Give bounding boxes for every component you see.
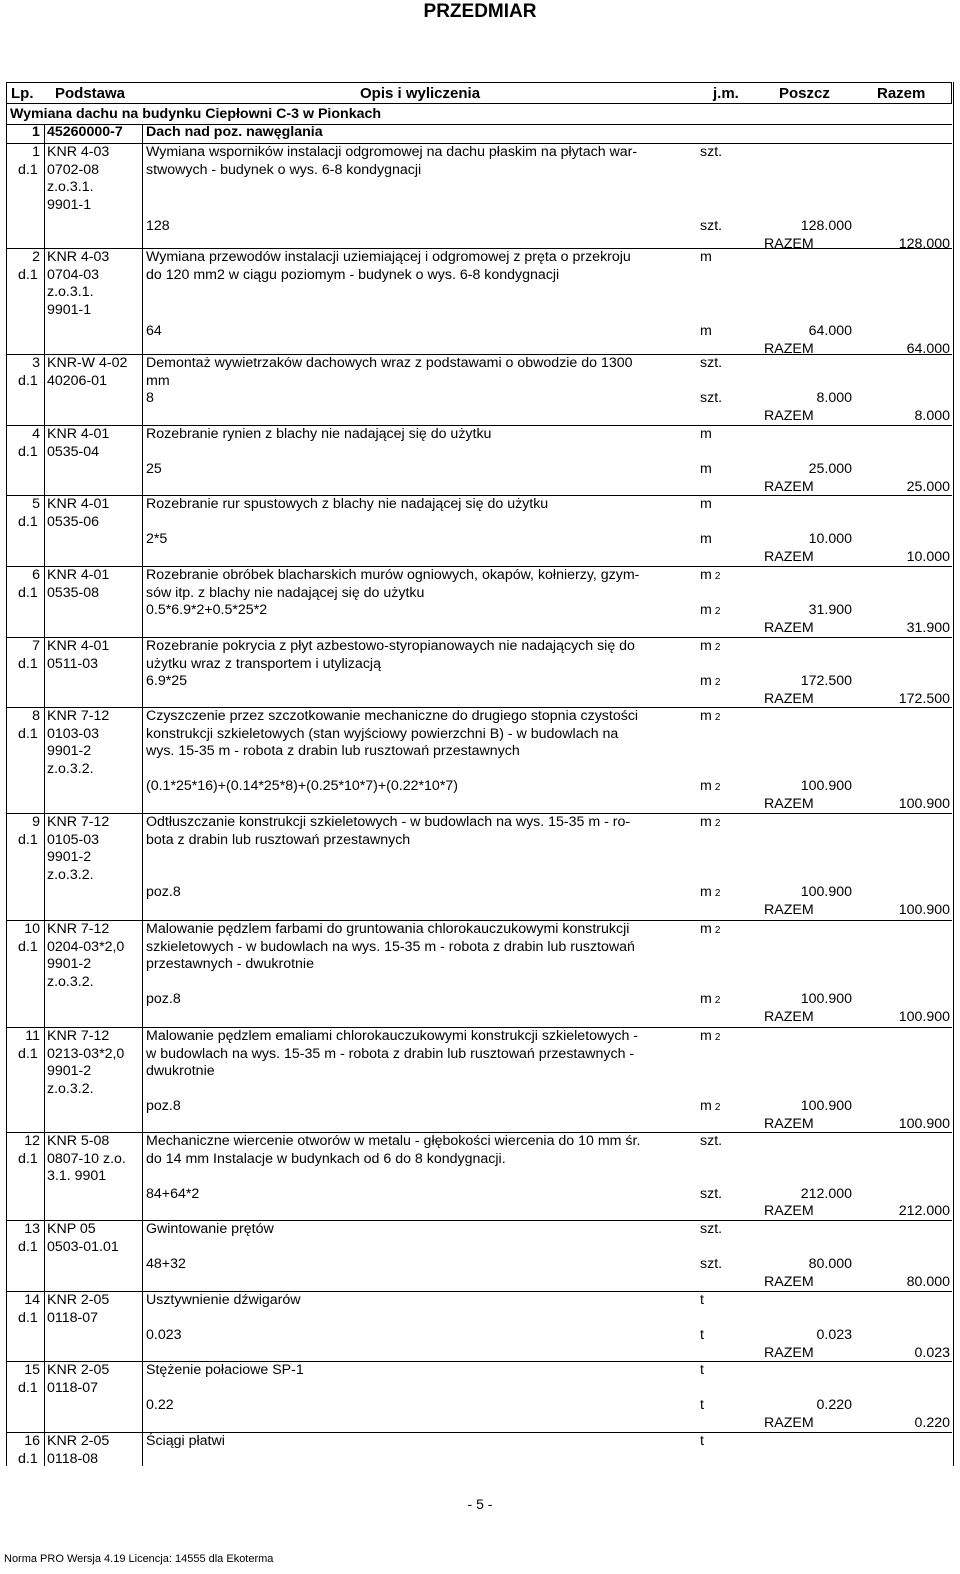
row-lp: 14 — [24, 1292, 40, 1308]
row-base-code: 0118-08 — [47, 1450, 99, 1467]
row-razem-value: 212.000 — [898, 1203, 950, 1220]
row-calculation: poz.8 — [146, 884, 181, 901]
row-base-code: 0702-08 — [47, 161, 100, 178]
header-poszcz: Poszcz — [779, 85, 830, 102]
row-calc-unit: t — [700, 1397, 704, 1414]
row-base-code: 0503-01.01 — [47, 1238, 119, 1255]
row-razem-value: 0.220 — [914, 1414, 950, 1431]
row-poszcz-value: 100.900 — [800, 884, 852, 901]
row-base-code: KNR 4-01 — [47, 426, 110, 442]
row-razem-label: RAZEM — [764, 236, 814, 252]
row-base-code: 0204-03*2,0 — [47, 938, 125, 955]
row-calculation: 84+64*2 — [146, 1185, 200, 1202]
row-calculation: poz.8 — [146, 991, 181, 1008]
row-description: Usztywnienie dźwigarów — [146, 1292, 301, 1308]
row-base-code: 0213-03*2,0 — [47, 1045, 125, 1062]
row-description: Czyszczenie przez szczotkowanie mechaniczne do drugiego stopnia czystości — [146, 708, 639, 724]
row-unit: t — [700, 1292, 704, 1308]
unit-superscript: 2 — [714, 925, 721, 936]
row-calc-unit: t — [700, 1327, 704, 1344]
row-calculation: poz.8 — [146, 1098, 181, 1115]
row-razem-value: 0.023 — [914, 1344, 950, 1361]
row-razem-label: RAZEM — [764, 407, 814, 424]
row-calc-unit: szt. — [700, 218, 723, 235]
row-base-code: KNR 4-01 — [47, 567, 110, 583]
row-description: Wymiana przewodów instalacji uziemiającej i odgromowej z pręta o przekroju — [146, 249, 631, 265]
row-lp: 9 — [32, 814, 40, 830]
unit-superscript: 2 — [714, 642, 721, 653]
row-razem-value: 31.900 — [906, 619, 950, 636]
row-poszcz-value: 80.000 — [808, 1256, 852, 1273]
unit-superscript: 2 — [714, 782, 721, 794]
row-unit: t — [700, 1362, 704, 1378]
row-base-code: KNR 7-12 — [47, 921, 110, 937]
row-base-code: KNR 4-01 — [47, 496, 110, 512]
row-razem-value: 25.000 — [906, 478, 950, 495]
row-razem-label: RAZEM — [764, 690, 814, 707]
row-lp-sub: d.1 — [18, 1045, 38, 1062]
row-calc-unit: m 2 — [700, 602, 721, 619]
unit-superscript: 2 — [714, 1102, 721, 1114]
row-lp: 4 — [32, 426, 40, 442]
row-razem-value: 172.500 — [898, 690, 950, 707]
row-razem-label: RAZEM — [764, 1009, 814, 1025]
row-lp-sub: d.1 — [18, 938, 38, 955]
row-razem-label: RAZEM — [764, 478, 814, 495]
row-razem-label: RAZEM — [764, 796, 814, 812]
row-base-code: 40206-01 — [47, 372, 107, 389]
column-divider — [44, 124, 45, 1466]
row-razem-value: 80.000 — [906, 1273, 950, 1290]
row-description: wys. 15-35 m - robota z drabin lub rusztowań przestawnych — [146, 743, 520, 760]
row-base-code: KNR 7-12 — [47, 1028, 110, 1044]
row-base-code: 9901-2 — [47, 1063, 92, 1080]
row-description: mm — [146, 372, 170, 389]
row-base-code: KNR 2-05 — [47, 1433, 110, 1449]
row-description: Rozebranie rynien z blachy nie nadającej się do użytku — [146, 426, 492, 442]
row-calculation: 2*5 — [146, 531, 168, 548]
row-poszcz-value: 25.000 — [808, 461, 852, 478]
row-description: Stężenie połaciowe SP-1 — [146, 1362, 304, 1378]
row-calculation: 0.5*6.9*2+0.5*25*2 — [146, 602, 268, 619]
row-description: dwukrotnie — [146, 1063, 215, 1080]
row-base-code: 9901-1 — [47, 196, 92, 213]
row-description: bota z drabin lub rusztowań przestawnych — [146, 831, 411, 848]
row-description: konstrukcji szkieletowych (stan wyjściowy powierzchni B) - w budowlach na — [146, 725, 619, 742]
row-lp: 8 — [32, 708, 40, 724]
row-poszcz-value: 100.900 — [800, 991, 852, 1008]
row-base-code: 0511-03 — [47, 655, 99, 672]
row-description: do 14 mm Instalacje w budynkach od 6 do 8 kondygnacji. — [146, 1150, 506, 1167]
row-razem-label: RAZEM — [764, 1344, 814, 1361]
row-lp-sub: d.1 — [18, 372, 38, 389]
header-opis: Opis i wyliczenia — [360, 85, 481, 102]
row-razem-label: RAZEM — [764, 1116, 814, 1132]
header-lp: Lp. — [11, 85, 34, 102]
row-poszcz-value: 8.000 — [816, 390, 852, 407]
row-description: do 120 mm2 w ciągu poziomym - budynek o wys. 6-8 kondygnacji — [146, 266, 560, 283]
row-base-code: 9901-2 — [47, 956, 92, 973]
row-unit: m 2 — [700, 921, 721, 937]
row-lp-sub: d.1 — [18, 831, 38, 848]
row-poszcz-value: 31.900 — [808, 602, 852, 619]
row-base-code: z.o.3.1. — [47, 284, 94, 301]
row-base-code: 0105-03 — [47, 831, 100, 848]
row-unit: m — [700, 496, 712, 512]
subsection-name: Dach nad poz. nawęglania — [146, 124, 323, 140]
row-lp-sub: d.1 — [18, 1309, 38, 1326]
row-base-code: KNR 4-03 — [47, 144, 110, 160]
row-unit: m 2 — [700, 567, 721, 583]
row-calc-unit: m 2 — [700, 673, 721, 690]
row-lp: 7 — [32, 638, 40, 654]
row-unit: szt. — [700, 144, 723, 160]
row-description: Odtłuszczanie konstrukcji szkieletowych - w budowlach na wys. 15-35 m - ro- — [146, 814, 631, 830]
unit-superscript: 2 — [714, 818, 721, 829]
row-base-code: z.o.3.2. — [47, 760, 94, 777]
row-description: Wymiana wsporników instalacji odgromowej na dachu płaskim na płytach war- — [146, 144, 638, 160]
row-calc-unit: m 2 — [700, 778, 721, 795]
unit-superscript: 2 — [714, 677, 721, 689]
row-lp: 1 — [32, 144, 40, 160]
row-base-code: KNR 2-05 — [47, 1362, 110, 1378]
row-description: Gwintowanie prętów — [146, 1221, 274, 1237]
row-lp-sub: d.1 — [18, 266, 38, 283]
row-calc-unit: m — [700, 323, 712, 340]
row-description: w budowlach na wys. 15-35 m - robota z drabin lub rusztowań przestawnych - — [146, 1045, 635, 1062]
row-razem-label: RAZEM — [764, 1273, 814, 1290]
row-unit: m — [700, 249, 712, 265]
row-unit: szt. — [700, 1133, 723, 1149]
row-calc-unit: m — [700, 531, 712, 548]
unit-superscript: 2 — [714, 888, 721, 900]
row-lp: 6 — [32, 567, 40, 583]
row-calc-unit: m — [700, 461, 712, 478]
row-calc-unit: szt. — [700, 1185, 723, 1202]
row-description: Rozebranie pokrycia z płyt azbestowo-styropianowaych nie nadających się do — [146, 638, 635, 654]
row-razem-label: RAZEM — [764, 1203, 814, 1220]
row-unit: t — [700, 1433, 704, 1449]
row-base-code: KNR 4-03 — [47, 249, 110, 265]
row-base-code: 0118-07 — [47, 1379, 99, 1396]
row-base-code: KNR 5-08 — [47, 1133, 110, 1149]
row-lp: 2 — [32, 249, 40, 265]
page-number: - 5 - — [467, 1496, 493, 1512]
row-calculation: 0.023 — [146, 1327, 182, 1344]
row-lp: 5 — [32, 496, 40, 512]
row-base-code: KNR 2-05 — [47, 1292, 110, 1308]
row-base-code: KNR 7-12 — [47, 814, 110, 830]
row-unit: m 2 — [700, 708, 721, 724]
row-razem-value: 100.900 — [898, 1116, 950, 1132]
row-poszcz-value: 128.000 — [800, 218, 852, 235]
row-poszcz-value: 64.000 — [808, 323, 852, 340]
row-razem-value: 8.000 — [914, 407, 950, 424]
row-lp-sub: d.1 — [18, 584, 38, 601]
row-calc-unit: m 2 — [700, 1098, 721, 1115]
row-base-code: z.o.3.2. — [47, 866, 94, 883]
row-description: Mechaniczne wiercenie otworów w metalu - głębokości wiercenia do 10 mm śr. — [146, 1133, 641, 1149]
row-base-code: 0535-06 — [47, 513, 100, 530]
subsection-lp: 1 — [32, 124, 40, 140]
row-base-code: 9901-2 — [47, 743, 92, 760]
unit-superscript: 2 — [714, 995, 721, 1007]
row-lp-sub: d.1 — [18, 1238, 38, 1255]
row-description: Rozebranie obróbek blacharskich murów ogniowych, okapów, kołnierzy, gzym- — [146, 567, 640, 583]
row-razem-value: 100.900 — [898, 902, 950, 918]
row-description: użytku wraz z transportem i utylizacją — [146, 655, 381, 672]
row-razem-value: 64.000 — [906, 341, 950, 357]
table-header — [6, 82, 952, 104]
row-description: sów itp. z blachy nie nadającej się do użytku — [146, 584, 425, 601]
row-poszcz-value: 10.000 — [808, 531, 852, 548]
row-lp-sub: d.1 — [18, 161, 38, 178]
row-lp-sub: d.1 — [18, 443, 38, 460]
row-lp-sub: d.1 — [18, 513, 38, 530]
unit-superscript: 2 — [714, 571, 721, 582]
row-razem-label: RAZEM — [764, 1414, 814, 1431]
row-lp-sub: d.1 — [18, 655, 38, 672]
row-poszcz-value: 212.000 — [800, 1185, 852, 1202]
row-unit: m 2 — [700, 1028, 721, 1044]
column-divider — [142, 124, 143, 1466]
subsection-code: 45260000-7 — [47, 124, 123, 140]
row-razem-label: RAZEM — [764, 619, 814, 636]
row-base-code: 9901-1 — [47, 301, 92, 318]
row-poszcz-value: 100.900 — [800, 778, 852, 795]
header-podstawa: Podstawa — [55, 85, 126, 102]
row-calc-unit: szt. — [700, 390, 723, 407]
header-razem: Razem — [877, 85, 926, 102]
row-lp: 15 — [24, 1362, 40, 1378]
row-razem-label: RAZEM — [764, 341, 814, 357]
row-base-code: KNR 7-12 — [47, 708, 110, 724]
row-base-code: z.o.3.2. — [47, 973, 94, 990]
row-lp: 10 — [24, 921, 40, 937]
row-calculation: 128 — [146, 218, 170, 235]
row-description: Ściągi płatwi — [146, 1433, 225, 1449]
row-description: Malowanie pędzlem emaliami chlorokauczukowymi konstrukcji szkieletowych - — [146, 1028, 639, 1044]
row-lp-sub: d.1 — [18, 1150, 38, 1167]
row-razem-value: 100.900 — [898, 796, 950, 812]
row-calculation: 25 — [146, 461, 162, 478]
row-lp-sub: d.1 — [18, 1379, 38, 1396]
row-unit: m — [700, 426, 712, 442]
row-base-code: 0103-03 — [47, 725, 100, 742]
row-calculation: (0.1*25*16)+(0.14*25*8)+(0.25*10*7)+(0.22*10*7) — [146, 778, 458, 795]
row-base-code: 3.1. 9901 — [47, 1168, 107, 1185]
row-razem-label: RAZEM — [764, 902, 814, 918]
row-description: Demontaż wywietrzaków dachowych wraz z podstawami o obwodzie do 1300 — [146, 355, 633, 371]
row-razem-value: 100.900 — [898, 1009, 950, 1025]
row-base-code: 9901-2 — [47, 849, 92, 866]
row-poszcz-value: 100.900 — [800, 1098, 852, 1115]
row-base-code: 0704-03 — [47, 266, 100, 283]
row-calculation: 6.9*25 — [146, 673, 188, 690]
row-description: stwowych - budynek o wys. 6-8 kondygnacji — [146, 161, 422, 178]
row-calculation: 48+32 — [146, 1256, 186, 1273]
row-razem-label: RAZEM — [764, 548, 814, 565]
unit-superscript: 2 — [714, 606, 721, 618]
row-base-code: 0807-10 z.o. — [47, 1150, 126, 1167]
row-poszcz-value: 172.500 — [800, 673, 852, 690]
row-base-code: KNP 05 — [47, 1221, 96, 1237]
license-text: Norma PRO Wersja 4.19 Licencja: 14555 dla Ekoterma — [4, 1553, 274, 1565]
row-lp: 16 — [24, 1433, 40, 1449]
row-poszcz-value: 0.023 — [816, 1327, 852, 1344]
unit-superscript: 2 — [714, 712, 721, 723]
row-description: Malowanie pędzlem farbami do gruntowania chlorokauczukowymi konstrukcji — [146, 921, 630, 937]
row-description: Rozebranie rur spustowych z blachy nie nadającej się do użytku — [146, 496, 549, 512]
row-lp-sub: d.1 — [18, 725, 38, 742]
row-unit: m 2 — [700, 814, 721, 830]
row-razem-value: 10.000 — [906, 548, 950, 565]
unit-superscript: 2 — [714, 1032, 721, 1043]
section-title: Wymiana dachu na budynku Ciepłowni C-3 w Pionkach — [10, 106, 382, 122]
row-base-code: z.o.3.1. — [47, 179, 94, 196]
row-calc-unit: m 2 — [700, 991, 721, 1008]
row-unit: m 2 — [700, 638, 721, 654]
row-base-code: 0118-07 — [47, 1309, 99, 1326]
row-lp: 3 — [32, 355, 40, 371]
row-lp-sub: d.1 — [18, 1450, 38, 1467]
row-lp: 11 — [25, 1028, 40, 1044]
row-calculation: 64 — [146, 323, 162, 340]
row-base-code: KNR 4-01 — [47, 638, 110, 654]
row-description: przestawnych - dwukrotnie — [146, 956, 314, 973]
row-calculation: 0.22 — [146, 1397, 174, 1414]
row-lp: 13 — [24, 1221, 40, 1237]
row-base-code: KNR-W 4-02 — [47, 355, 128, 371]
row-calc-unit: szt. — [700, 1256, 723, 1273]
row-razem-value: 128.000 — [898, 236, 950, 252]
row-poszcz-value: 0.220 — [816, 1397, 852, 1414]
header-jm: j.m. — [713, 85, 739, 102]
row-base-code: 0535-04 — [47, 443, 100, 460]
document-title: PRZEDMIAR — [423, 1, 537, 22]
row-description: szkieletowych - w budowlach na wys. 15-35 m - robota z drabin lub rusztowań — [146, 938, 635, 955]
row-calculation: 8 — [146, 390, 154, 407]
row-unit: szt. — [700, 1221, 723, 1237]
row-calc-unit: m 2 — [700, 884, 721, 901]
row-lp: 12 — [24, 1133, 40, 1149]
row-base-code: z.o.3.2. — [47, 1080, 94, 1097]
row-base-code: 0535-08 — [47, 584, 100, 601]
row-unit: szt. — [700, 355, 723, 371]
